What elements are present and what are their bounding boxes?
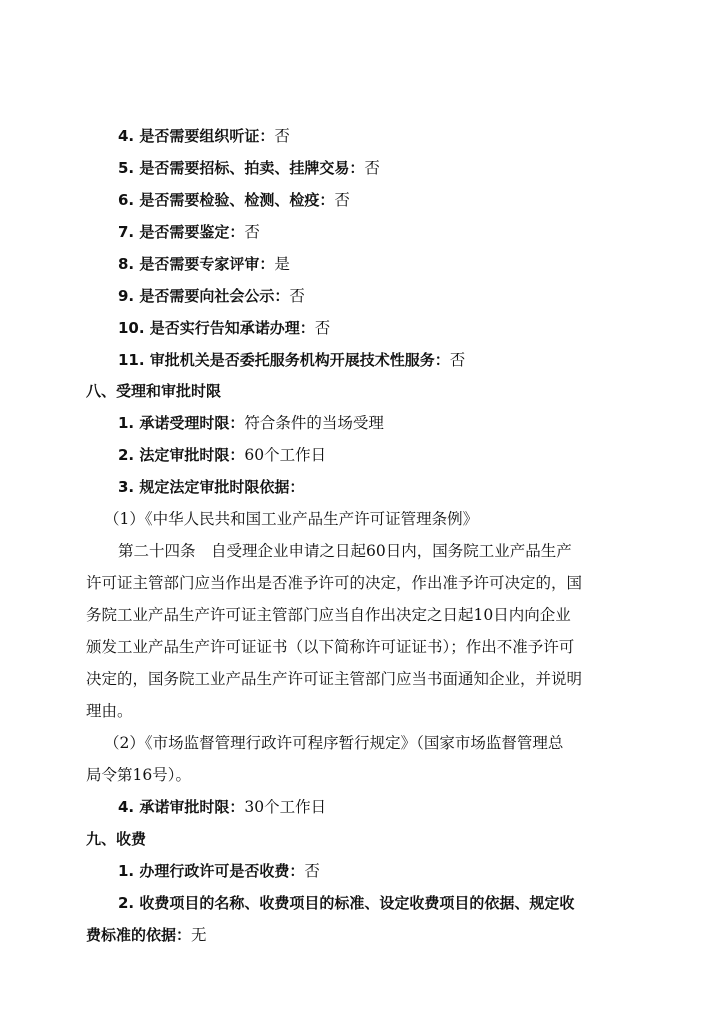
item-label: 11. 审批机关是否委托服务机构开展技术性服务： (118, 351, 450, 369)
item-appraisal (118, 222, 663, 242)
item-acceptance-time (118, 413, 663, 433)
item-value: 否 (334, 191, 350, 209)
basis-paragraph-line: 许可证主管部门应当作出是否准予许可的决定，作出准予许可决定的，国 (86, 574, 583, 592)
item-public-notice (118, 286, 663, 306)
item-value: 60个工作日 (244, 446, 327, 464)
item-label: 1. 承诺受理时限： (118, 414, 245, 432)
item-notification-commitment (118, 318, 663, 338)
basis-paragraph-line: 第二十四条 自受理企业申请之日起60日内，国务院工业产品生产 (118, 542, 572, 560)
item-value: 否 (449, 351, 466, 369)
item-fee-details-cont (86, 925, 631, 945)
basis-paragraph-line: 务院工业产品生产许可证主管部门应当自作出决定之日起10日内向企业 (86, 606, 571, 624)
item-fee-charged (118, 861, 663, 881)
item-value: 否 (364, 159, 380, 177)
item-value: 否 (274, 127, 290, 145)
item-inspection (118, 190, 663, 210)
item-technical-service (118, 350, 663, 370)
item-commitment-approval-time (118, 797, 663, 817)
item-label: 2. 法定审批时限： (118, 446, 245, 464)
item-label: 5. 是否需要招标、拍卖、挂牌交易： (118, 159, 365, 177)
item-label: 10. 是否实行告知承诺办理： (118, 319, 315, 337)
basis-paragraph-line: 局令第16号）。 (86, 766, 191, 784)
item-legal-approval-time (118, 445, 663, 465)
item-value: 否 (314, 319, 331, 337)
item-label: 1. 办理行政许可是否收费： (118, 862, 305, 880)
item-label: 9. 是否需要向社会公示： (118, 287, 290, 305)
section-heading: 九、收费 (86, 830, 147, 848)
item-fee-details-line: 2. 收费项目的名称、收费项目的标准、设定收费项目的依据、规定收 (118, 894, 575, 912)
basis-paragraph-line: 理由。 (86, 702, 133, 720)
item-label: 4. 承诺审批时限： (118, 798, 245, 816)
item-value: 30个工作日 (244, 798, 327, 816)
item-value: 否 (304, 862, 320, 880)
item-label: 6. 是否需要检验、检测、检疫： (118, 191, 335, 209)
item-hearing (118, 126, 663, 146)
item-bidding (118, 158, 663, 178)
basis-title: （1）《中华人民共和国工业产品生产许可证管理条例》 (104, 510, 479, 528)
item-value: 否 (289, 287, 305, 305)
item-expert-review (118, 254, 663, 274)
item-value: 是 (274, 255, 290, 273)
item-label: 费标准的依据： (86, 926, 192, 944)
item-label: 7. 是否需要鉴定： (118, 223, 245, 241)
basis-paragraph-line: 颁发工业产品生产许可证证书（以下简称许可证证书）；作出不准予许可 (86, 638, 575, 656)
item-value: 符合条件的当场受理 (244, 414, 384, 432)
item-label: 8. 是否需要专家评审： (118, 255, 275, 273)
item-label: 3. 规定法定审批时限依据： (118, 478, 305, 496)
item-approval-basis (118, 477, 663, 497)
section-heading: 八、受理和审批时限 (86, 382, 222, 400)
item-label: 4. 是否需要组织听证： (118, 127, 275, 145)
item-value: 否 (244, 223, 260, 241)
item-value: 无 (191, 926, 207, 944)
basis-paragraph-line: 决定的，国务院工业产品生产许可证主管部门应当书面通知企业，并说明 (86, 670, 583, 688)
basis-paragraph-line: （2）《市场监督管理行政许可程序暂行规定》（国家市场监督管理总 (104, 734, 564, 752)
